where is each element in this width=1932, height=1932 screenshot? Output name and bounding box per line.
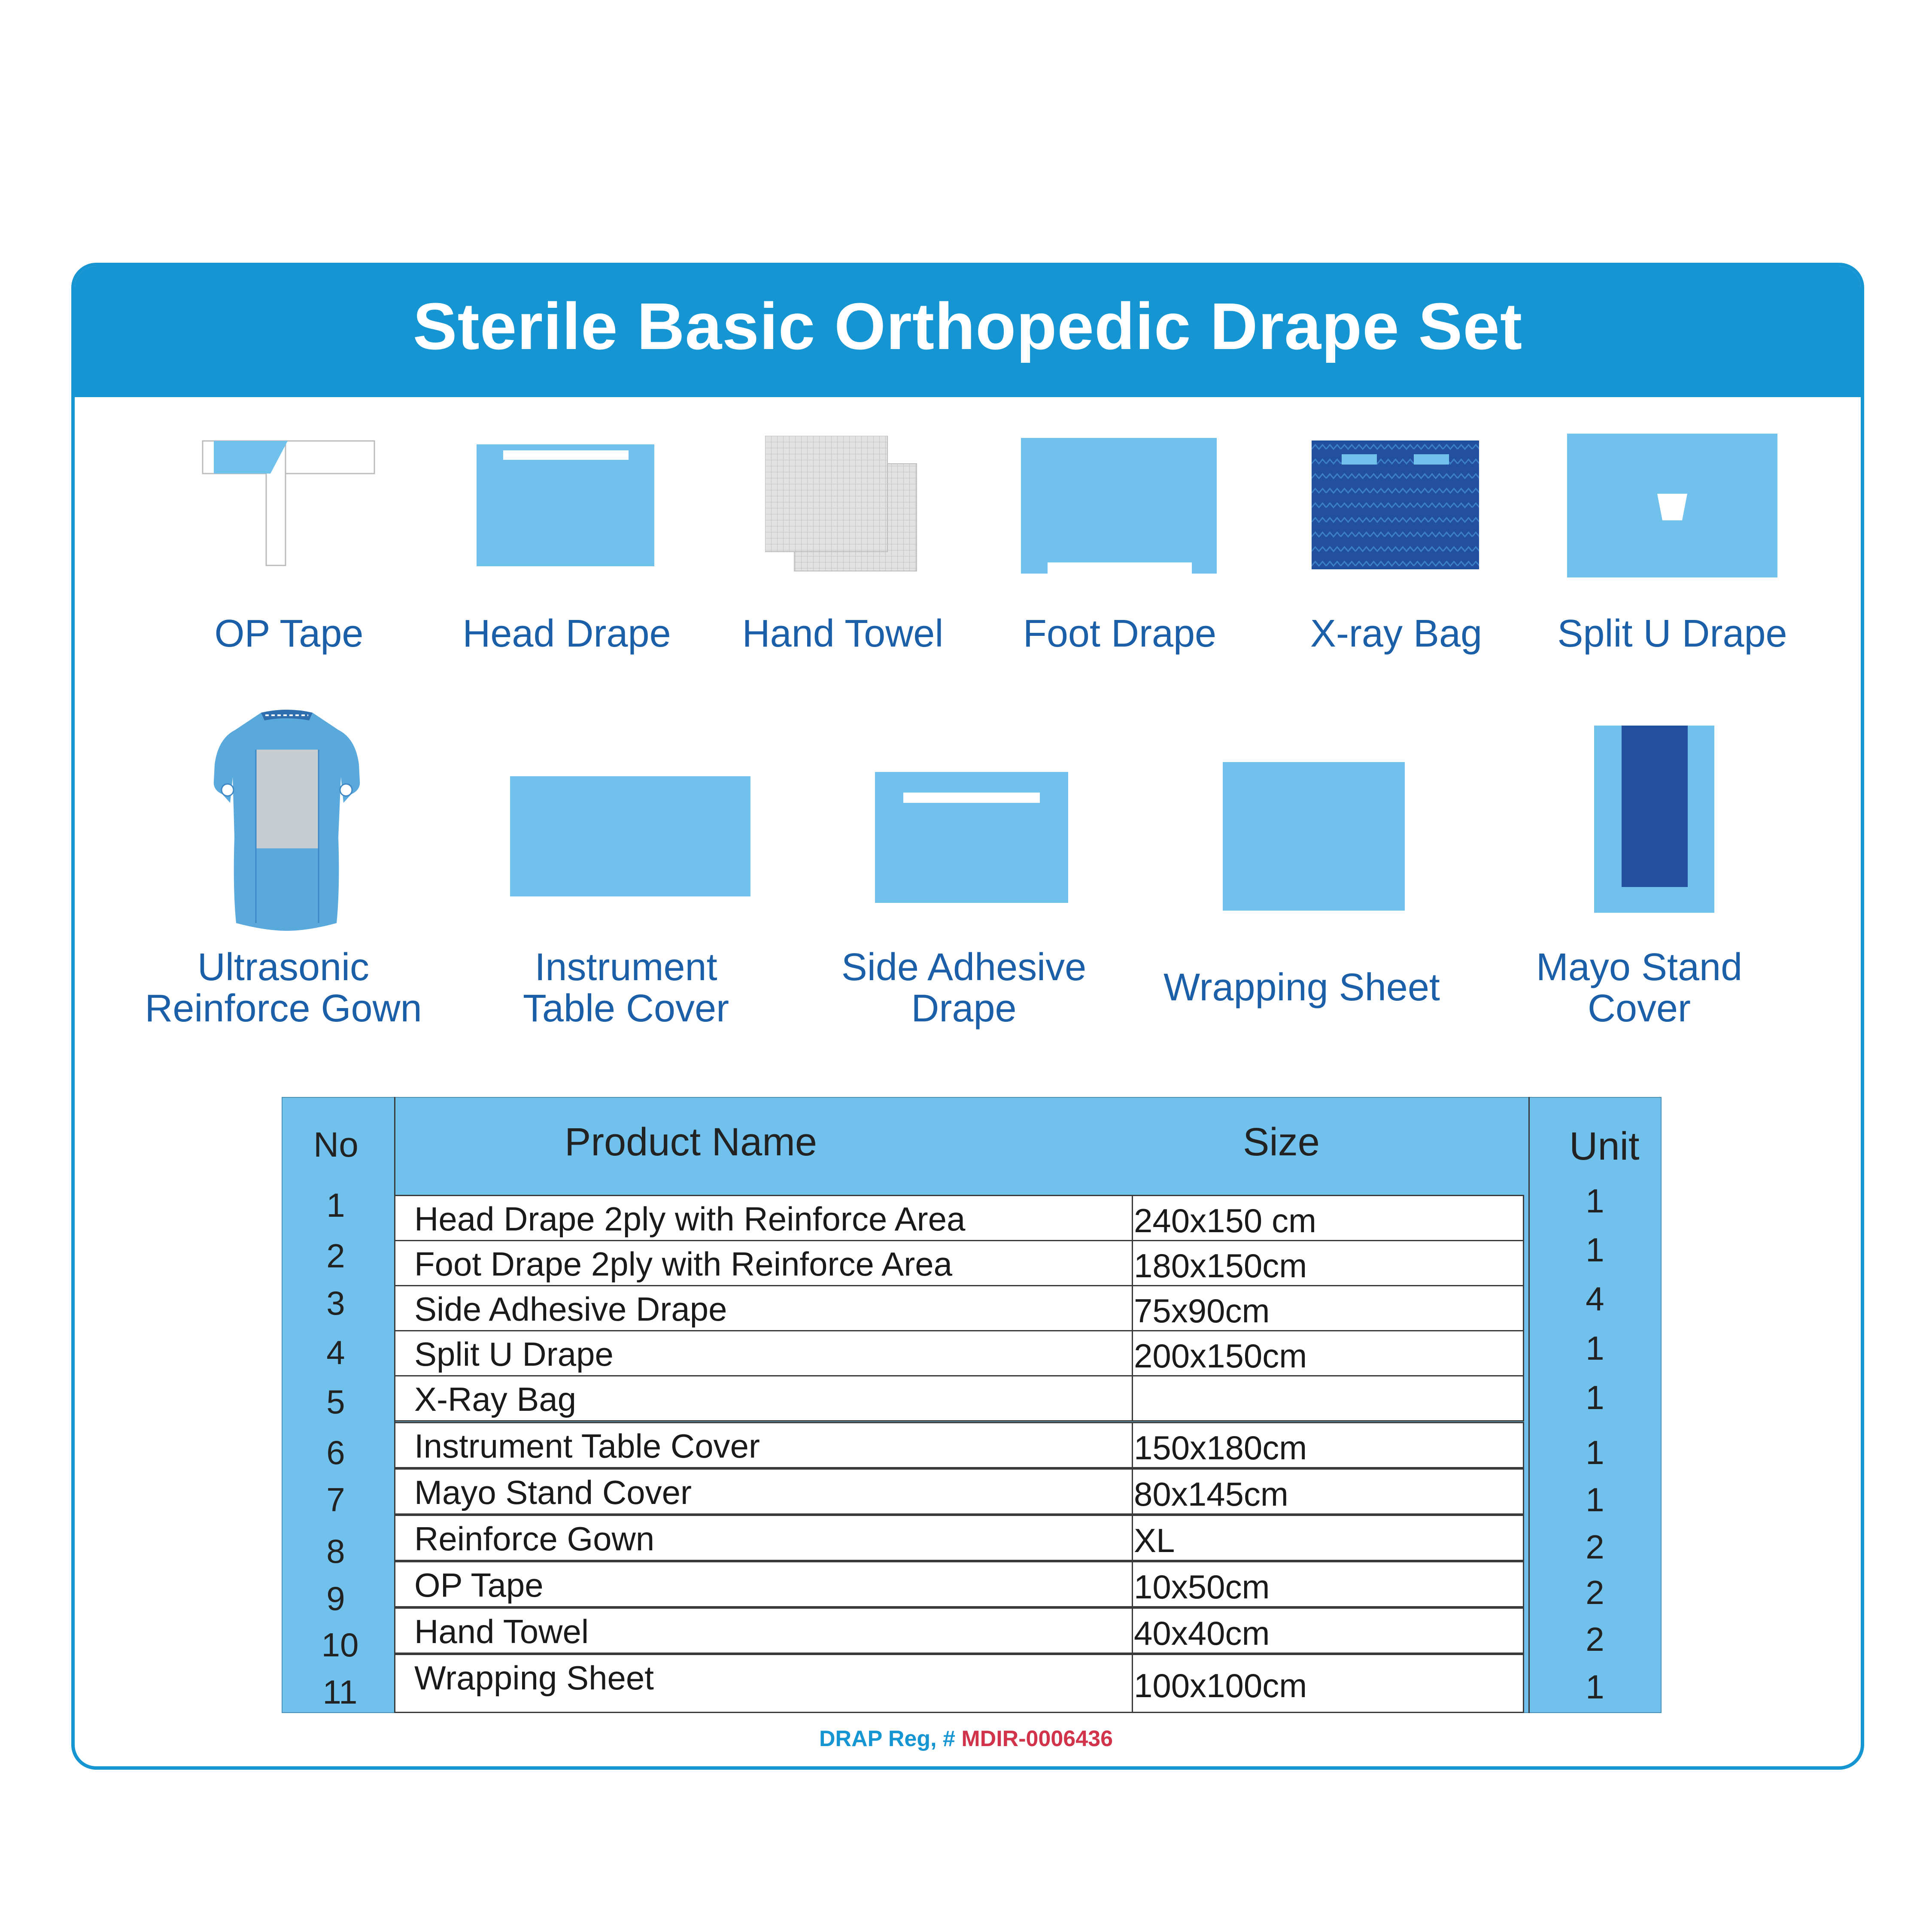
row-divider bbox=[1132, 1376, 1133, 1420]
header-unit: Unit bbox=[1569, 1124, 1640, 1168]
row-unit: 1 bbox=[1586, 1379, 1604, 1416]
row-unit: 1 bbox=[1586, 1434, 1604, 1471]
header-product-name: Product Name bbox=[565, 1120, 817, 1164]
row-product-name: OP Tape bbox=[414, 1566, 544, 1604]
table-row bbox=[394, 1607, 1524, 1654]
label-side-adhesive-line1: Side Adhesive bbox=[841, 946, 1087, 989]
row-no: 5 bbox=[326, 1383, 345, 1421]
instrument-table-cover-icon bbox=[510, 776, 753, 899]
page-title: Sterile Basic Orthopedic Drape Set bbox=[413, 289, 1523, 363]
label-foot-drape: Foot Drape bbox=[1023, 612, 1217, 655]
label-mayo-line2: Cover bbox=[1587, 987, 1691, 1030]
label-reinforce-gown-line2: Reinforce Gown bbox=[145, 987, 422, 1030]
row-no: 11 bbox=[322, 1673, 358, 1711]
row-no: 2 bbox=[326, 1237, 345, 1275]
label-reinforce-gown bbox=[145, 947, 422, 1029]
label-reinforce-gown-line1: Ultrasonic bbox=[197, 946, 370, 989]
table-row bbox=[394, 1422, 1524, 1468]
row-no: 8 bbox=[326, 1532, 345, 1570]
row-unit: 4 bbox=[1586, 1280, 1604, 1318]
split-u-drape-icon bbox=[1567, 434, 1780, 580]
row-size: 150x180cm bbox=[1134, 1429, 1307, 1467]
row-no: 7 bbox=[326, 1481, 345, 1519]
row-no: 1 bbox=[326, 1186, 345, 1224]
row-product-name: Foot Drape 2ply with Reinforce Area bbox=[414, 1245, 952, 1283]
row-product-name: Wrapping Sheet bbox=[414, 1659, 654, 1697]
table-col-divider-right bbox=[1528, 1097, 1530, 1713]
row-no: 9 bbox=[326, 1580, 345, 1617]
row-divider bbox=[1132, 1655, 1133, 1712]
label-mayo-line1: Mayo Stand bbox=[1536, 946, 1743, 989]
table-row bbox=[394, 1654, 1524, 1713]
row-product-name: Mayo Stand Cover bbox=[414, 1473, 692, 1511]
table-row bbox=[394, 1195, 1524, 1241]
table-row bbox=[394, 1375, 1524, 1422]
row-size: 40x40cm bbox=[1134, 1614, 1270, 1652]
table-row bbox=[394, 1468, 1524, 1515]
registration-number: MDIR-0006436 bbox=[961, 1726, 1113, 1751]
header-size: Size bbox=[1243, 1120, 1320, 1164]
label-side-adhesive-line2: Drape bbox=[911, 987, 1017, 1030]
row-size: XL bbox=[1134, 1522, 1175, 1559]
row-unit: 2 bbox=[1586, 1528, 1604, 1566]
row-product-name: Split U Drape bbox=[414, 1335, 614, 1373]
row-product-name: Instrument Table Cover bbox=[414, 1427, 760, 1465]
row-product-name: Head Drape 2ply with Reinforce Area bbox=[414, 1200, 966, 1238]
label-mayo-stand-cover bbox=[1536, 947, 1742, 1029]
row-no: 3 bbox=[326, 1284, 345, 1322]
row-divider bbox=[1132, 1609, 1133, 1653]
row-divider bbox=[1132, 1241, 1133, 1285]
registration-note bbox=[0, 1726, 1932, 1752]
row-no: 6 bbox=[326, 1434, 345, 1471]
row-divider bbox=[1132, 1196, 1133, 1240]
row-size: 180x150cm bbox=[1134, 1247, 1307, 1285]
side-adhesive-drape-icon bbox=[875, 772, 1070, 905]
row-unit: 1 bbox=[1586, 1668, 1604, 1706]
card-header bbox=[75, 266, 1861, 397]
row-no: 10 bbox=[321, 1626, 359, 1664]
row-size: 10x50cm bbox=[1134, 1568, 1270, 1606]
row-size: 200x150cm bbox=[1134, 1337, 1307, 1375]
row-unit: 1 bbox=[1586, 1329, 1604, 1367]
table-row bbox=[394, 1240, 1524, 1286]
header-no: No bbox=[313, 1125, 358, 1164]
registration-label: DRAP Reg, # bbox=[819, 1726, 962, 1751]
row-unit: 2 bbox=[1586, 1620, 1604, 1658]
x-ray-bag-icon bbox=[1312, 440, 1481, 571]
label-op-tape: OP Tape bbox=[214, 612, 364, 655]
foot-drape-icon bbox=[1021, 438, 1218, 575]
label-split-u-drape: Split U Drape bbox=[1557, 612, 1787, 655]
label-side-adhesive-drape bbox=[841, 947, 1086, 1029]
head-drape-icon bbox=[477, 444, 657, 569]
row-divider bbox=[1132, 1423, 1133, 1467]
hand-towel-icon bbox=[765, 436, 920, 573]
wrapping-sheet-icon bbox=[1223, 762, 1406, 912]
label-hand-towel: Hand Towel bbox=[742, 612, 944, 655]
row-product-name: Reinforce Gown bbox=[414, 1520, 655, 1558]
row-divider bbox=[1132, 1516, 1133, 1560]
table-row bbox=[394, 1285, 1524, 1331]
reinforce-gown-icon bbox=[210, 708, 364, 932]
label-wrapping-sheet-line1: Wrapping Sheet bbox=[1163, 966, 1440, 1009]
row-unit: 1 bbox=[1586, 1231, 1604, 1269]
row-no: 4 bbox=[326, 1334, 345, 1371]
row-size: 240x150 cm bbox=[1134, 1202, 1316, 1239]
table-row bbox=[394, 1515, 1524, 1561]
row-unit: 1 bbox=[1586, 1182, 1604, 1220]
row-size: 80x145cm bbox=[1134, 1475, 1288, 1513]
label-head-drape: Head Drape bbox=[462, 612, 671, 655]
row-divider bbox=[1132, 1286, 1133, 1330]
label-x-ray-bag: X-ray Bag bbox=[1310, 612, 1482, 655]
row-unit: 1 bbox=[1586, 1481, 1604, 1519]
row-divider bbox=[1132, 1331, 1133, 1375]
label-wrapping-sheet bbox=[1163, 967, 1440, 1008]
row-product-name: X-Ray Bag bbox=[414, 1380, 577, 1418]
row-product-name: Side Adhesive Drape bbox=[414, 1290, 727, 1328]
label-instrument-line1: Instrument bbox=[535, 946, 717, 989]
row-size: 75x90cm bbox=[1134, 1292, 1270, 1330]
row-unit: 2 bbox=[1586, 1574, 1604, 1611]
op-tape-icon bbox=[202, 440, 378, 569]
row-divider bbox=[1132, 1562, 1133, 1606]
row-size: 100x100cm bbox=[1134, 1667, 1307, 1704]
label-instrument-table-cover bbox=[523, 947, 729, 1029]
table-row bbox=[394, 1330, 1524, 1376]
mayo-stand-cover-icon bbox=[1594, 726, 1716, 914]
row-divider bbox=[1132, 1470, 1133, 1513]
label-instrument-line2: Table Cover bbox=[522, 987, 729, 1030]
row-product-name: Hand Towel bbox=[414, 1613, 589, 1650]
table-row bbox=[394, 1561, 1524, 1607]
